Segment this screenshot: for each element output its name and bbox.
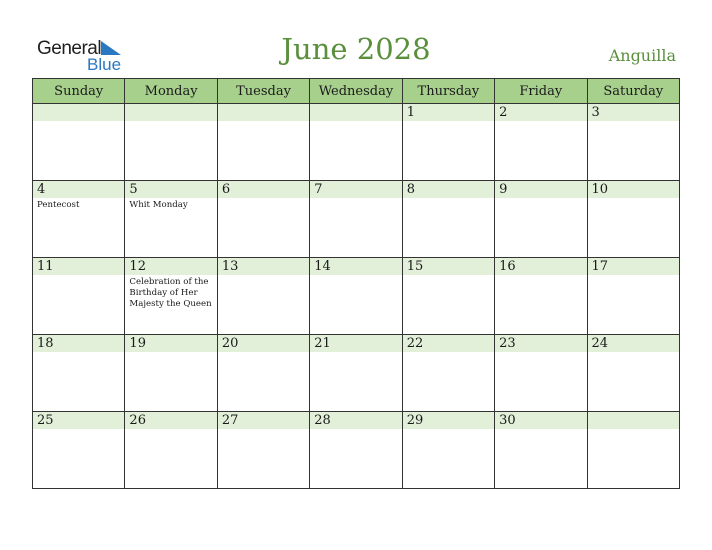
day-cell [33, 104, 125, 181]
day-cell [310, 104, 402, 181]
day-cell [33, 412, 125, 489]
day-cell [587, 412, 679, 489]
day-cell [125, 335, 217, 412]
day-number: 8 [403, 181, 494, 198]
day-cell [217, 104, 309, 181]
day-cell [125, 412, 217, 489]
day-number [218, 104, 309, 121]
day-cell [217, 412, 309, 489]
day-number: 15 [403, 258, 494, 275]
day-number: 16 [495, 258, 586, 275]
day-number: 6 [218, 181, 309, 198]
weekday-header-row [33, 79, 680, 104]
day-number: 23 [495, 335, 586, 352]
day-cell [495, 181, 587, 258]
calendar-weeks [33, 104, 680, 489]
day-cell [587, 258, 679, 335]
weekday-header: Monday [125, 79, 217, 104]
logo-text-blue: Blue [87, 55, 122, 74]
day-number [588, 412, 679, 429]
day-number: 27 [218, 412, 309, 429]
day-number: 10 [588, 181, 679, 198]
day-cell [33, 181, 125, 258]
day-cell [217, 258, 309, 335]
day-number: 25 [33, 412, 124, 429]
day-cell [125, 181, 217, 258]
day-cell [587, 335, 679, 412]
weekday-header: Thursday [402, 79, 494, 104]
day-cell [495, 412, 587, 489]
day-cell [587, 104, 679, 181]
day-number: 24 [588, 335, 679, 352]
day-cell [402, 335, 494, 412]
day-cell [402, 104, 494, 181]
day-number [33, 104, 124, 121]
calendar-title: June 2028 [281, 32, 431, 66]
country-name: Anguilla [608, 46, 676, 65]
week-row [33, 335, 680, 412]
day-cell [587, 181, 679, 258]
weekday-header: Tuesday [217, 79, 309, 104]
day-number: 17 [588, 258, 679, 275]
day-cell [495, 104, 587, 181]
day-cell [310, 412, 402, 489]
day-number: 12 [125, 258, 216, 275]
logo-text-general: General [37, 38, 102, 59]
week-row [33, 412, 680, 489]
day-number: 5 [125, 181, 216, 198]
day-cell [125, 104, 217, 181]
day-number: 3 [588, 104, 679, 121]
calendar-grid [32, 78, 680, 489]
day-cell [125, 258, 217, 335]
day-number: 26 [125, 412, 216, 429]
holiday-label: Whit Monday [129, 200, 188, 210]
weekday-header: Saturday [587, 79, 679, 104]
week-row [33, 181, 680, 258]
weekday-header: Sunday [33, 79, 125, 104]
day-cell [310, 181, 402, 258]
day-number: 2 [495, 104, 586, 121]
day-cell [310, 258, 402, 335]
day-number [125, 104, 216, 121]
day-cell [402, 258, 494, 335]
day-number: 14 [310, 258, 401, 275]
day-number: 30 [495, 412, 586, 429]
day-cell [217, 335, 309, 412]
day-cell [495, 258, 587, 335]
week-row [33, 258, 680, 335]
day-number: 19 [125, 335, 216, 352]
holiday-label: Pentecost [37, 200, 80, 210]
day-cell [33, 258, 125, 335]
holiday-label: Celebration of the Birthday of Her Majesty the Queen [129, 277, 212, 309]
day-cell [33, 335, 125, 412]
day-number [310, 104, 401, 121]
day-number: 1 [403, 104, 494, 121]
day-number: 7 [310, 181, 401, 198]
day-number: 9 [495, 181, 586, 198]
day-number: 13 [218, 258, 309, 275]
day-cell [402, 412, 494, 489]
day-number: 4 [33, 181, 124, 198]
day-cell [402, 181, 494, 258]
day-number: 28 [310, 412, 401, 429]
day-cell [495, 335, 587, 412]
day-number: 20 [218, 335, 309, 352]
week-row [33, 104, 680, 181]
day-number: 22 [403, 335, 494, 352]
day-cell [310, 335, 402, 412]
day-number: 11 [33, 258, 124, 275]
day-cell [217, 181, 309, 258]
weekday-header: Wednesday [310, 79, 402, 104]
weekday-header: Friday [495, 79, 587, 104]
day-number: 29 [403, 412, 494, 429]
day-number: 21 [310, 335, 401, 352]
day-number: 18 [33, 335, 124, 352]
